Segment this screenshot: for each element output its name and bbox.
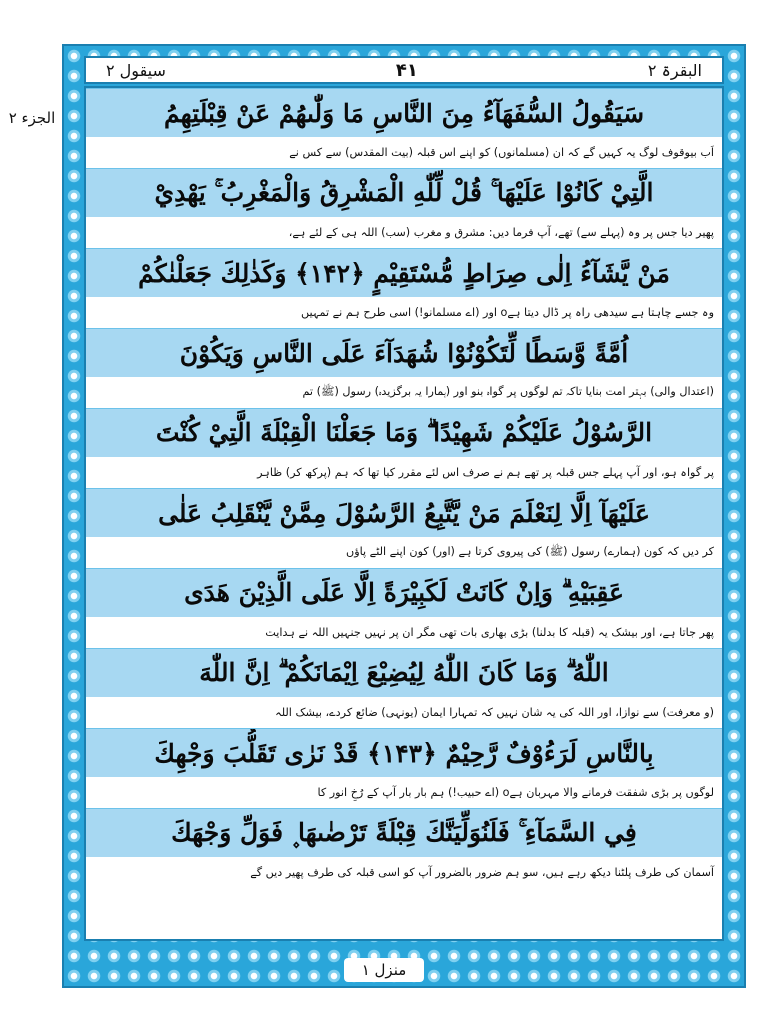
ayah-line: اُمَّةً وَّسَطًا لِّتَكُوْنُوْا شُهَدَآءَ عَلَى النَّاسِ وَيَكُوْنَ (86, 328, 722, 377)
translation-line: (اعتدال والی) بہتر امت بنایا تاکہ تم لوگوں پر گواہ بنو اور (ہمارا یہ برگزیدہ) رسول (ﷺ) تم (86, 377, 722, 408)
ayah-line: مَنْ يَّشَآءُ اِلٰى صِرَاطٍ مُّسْتَقِيْمٍ ﴿۱۴۲﴾ وَكَذٰلِكَ جَعَلْنٰكُمْ (86, 248, 722, 297)
translation-line: اَب بیوقوف لوگ یہ کہیں گے کہ ان (مسلمانوں) کو اپنے اس قبلہ (بیت المقدس) سے کس نے (86, 137, 722, 168)
surah-name: البقرۃ ۲ (647, 60, 702, 80)
ayah-line: الَّتِيْ كَانُوْا عَلَيْهَا ۚ قُلْ لِّلّٰهِ الْمَشْرِقُ وَالْمَغْرِبُ ۚ يَهْدِيْ (86, 168, 722, 217)
page-number: ۴۱ (395, 59, 418, 81)
manzil-label: منزل ۱ (344, 958, 424, 982)
translation-line: پر گواہ ہو، اور آپ پہلے جس قبلہ پر تھے ہم نے صرف اس لئے مقرر کیا تھا کہ ہم (پرکھ کر) ظاہر (86, 457, 722, 488)
verse-list (86, 88, 722, 888)
ayah-line: الرَّسُوْلُ عَلَيْكُمْ شَهِيْدًا ۗ وَمَا جَعَلْنَا الْقِبْلَةَ الَّتِيْ كُنْتَ (86, 408, 722, 457)
juz-name: سیقول ۲ (106, 60, 166, 80)
translation-line: کر دیں کہ کون (ہمارے) رسول (ﷺ) کی پیروی کرتا ہے (اور) کون اپنے الٹے پاؤں (86, 537, 722, 568)
ayah-line: سَيَقُولُ السُّفَهَآءُ مِنَ النَّاسِ مَا وَلّٰىهُمْ عَنْ قِبْلَتِهِمُ (86, 88, 722, 137)
translation-line: وہ جسے چاہتا ہے سیدھی راہ پر ڈال دیتا ہےo اور (اے مسلمانو!) اسی طرح ہم نے تمہیں (86, 297, 722, 328)
juz-side-label: الجزء ۲ (8, 109, 56, 127)
translation-line: آسمان کی طرف پلٹنا دیکھ رہے ہیں، سو ہم ضرور بالضرور آپ کو اسی قبلہ کی طرف پھیر دیں گے (86, 857, 722, 888)
ayah-line: اللّٰهُ ۗ وَمَا كَانَ اللّٰهُ لِيُضِيْعَ اِيْمَانَكُمْ ۗ اِنَّ اللّٰهَ (86, 648, 722, 697)
ayah-line: عَقِبَيْهِ ۗ وَاِنْ كَانَتْ لَكَبِيْرَةً اِلَّا عَلَى الَّذِيْنَ هَدَى (86, 568, 722, 617)
ayah-line: بِالنَّاسِ لَرَءُوْفٌ رَّحِيْمٌ ﴿۱۴۳﴾ قَدْ نَرٰى تَقَلُّبَ وَجْهِكَ (86, 728, 722, 777)
translation-line: (و معرفت) سے نوازا، اور اللہ کی یہ شان نہیں کہ تمہارا ایمان (یونہی) ضائع کردے، بیشک اللہ (86, 697, 722, 728)
page-header (84, 56, 724, 84)
translation-line: پھیر دیا جس پر وہ (پہلے سے) تھے، آپ فرما دیں: مشرق و مغرب (سب) اللہ ہی کے لئے ہے، (86, 217, 722, 248)
ayah-line: فِي السَّمَآءِ ۚ فَلَنُوَلِّيَنَّكَ قِبْلَةً تَرْضٰىهَا ۪ فَوَلِّ وَجْهَكَ (86, 808, 722, 857)
translation-line: پھر جاتا ہے، اور بیشک یہ (قبلہ کا بدلنا) بڑی بھاری بات تھی مگر ان پر نہیں جنہیں اللہ نے ہدایت (86, 617, 722, 648)
ayah-line: عَلَيْهَآ اِلَّا لِنَعْلَمَ مَنْ يَّتَّبِعُ الرَّسُوْلَ مِمَّنْ يَّنْقَلِبُ عَلٰى (86, 488, 722, 537)
translation-line: لوگوں پر بڑی شفقت فرمانے والا مہربان ہےo (اے حبیب!) ہم بار بار آپ کے رُخِ انور کا (86, 777, 722, 808)
